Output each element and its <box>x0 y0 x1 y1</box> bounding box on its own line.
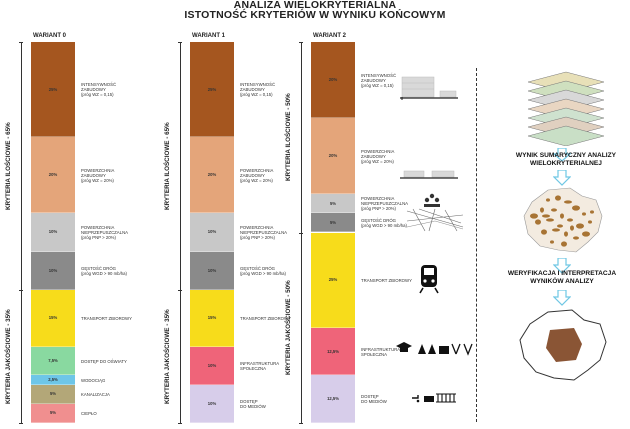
criterion-label: INTENSYWNOŚĆ ZABUDOWY (próg WZ = 0,15) <box>81 82 117 98</box>
axis-tick <box>178 290 182 291</box>
map-patch <box>560 213 564 218</box>
criterion-label: INFRASTRUKTURA SPOŁECZNA <box>240 360 280 371</box>
criterion-label: TRANSPORT ZBIOROWY <box>240 315 291 321</box>
map-patch <box>588 220 592 223</box>
criterion-segment: 20% <box>31 137 75 213</box>
map-patch <box>573 236 579 239</box>
map-patch <box>542 214 550 217</box>
criterion-label: INFRASTRUKTURA SPOŁECZNA <box>361 346 401 357</box>
criterion-segment: 25% <box>31 42 75 137</box>
map-patch <box>582 212 586 215</box>
criterion-segment: 12,5% <box>311 375 355 423</box>
criterion-label: CIEPŁO <box>81 410 97 416</box>
criterion-label: GĘSTOŚĆ DRÓG (próg WGD > 90 mb/ha) <box>81 265 127 276</box>
verification-title: WERYFIKACJA I INTERPRETACJA WYNIKÓW ANALIZY <box>507 270 617 285</box>
axis-tick <box>19 423 23 424</box>
summary-map <box>518 186 608 256</box>
criterion-segment: 20% <box>190 137 234 213</box>
axis-tick <box>299 42 303 43</box>
criterion-segment: 10% <box>190 252 234 290</box>
axis-tick <box>19 290 23 291</box>
criterion-segment: 5% <box>31 404 75 423</box>
qualitative-criteria-label: KRYTERIA JAKOŚCIOWE - 50% <box>285 280 292 376</box>
map-patch <box>535 219 541 224</box>
map-patch <box>567 218 573 221</box>
variant-title: WARIANT 1 <box>192 33 225 39</box>
axis-tick <box>19 42 23 43</box>
map-patch <box>576 223 584 228</box>
criterion-segment: 20% <box>311 118 355 194</box>
map-patch <box>561 241 567 246</box>
criterion-label: GĘSTOŚĆ DRÓG (próg WGD > 90 mb/ha) <box>240 265 286 276</box>
criterion-label: INTENSYWNOŚĆ ZABUDOWY (próg WZ = 0,15) <box>240 82 276 98</box>
map-patch <box>541 229 547 234</box>
criterion-segment: 25% <box>190 42 234 137</box>
criterion-label: DOSTĘP DO OŚWIATY <box>81 358 127 364</box>
criterion-segment: 15% <box>31 290 75 347</box>
diagram-title-line-1: ANALIZA WIELOKRYTERIALNA <box>233 0 397 11</box>
variant-title: WARIANT 2 <box>313 33 346 39</box>
qualitative-criteria-label: KRYTERIA JAKOŚCIOWE - 35% <box>5 309 12 404</box>
criterion-label: KANALIZACJA <box>81 391 110 397</box>
map-patch <box>540 207 544 212</box>
social-infrastructure-icons <box>394 340 474 356</box>
arrow-to-verify-map <box>553 290 571 306</box>
quantitative-criteria-label: KRYTERIA ILOŚCIOWE - 50% <box>285 93 292 182</box>
criterion-label: INTENSYWNOŚĆ ZABUDOWY (próg WZ = 0,15) <box>361 72 397 88</box>
criterion-segment: 10% <box>190 213 234 251</box>
criterion-label: POWIERZCHNIA ZABUDOWY (próg WZ = 20%) <box>81 167 115 183</box>
map-patch <box>590 210 594 213</box>
quantitative-criteria-label: KRYTERIA ILOŚCIOWE - 65% <box>5 122 12 210</box>
qualitative-criteria-label: KRYTERIA JAKOŚCIOWE - 35% <box>164 309 171 404</box>
criterion-segment: 5% <box>311 194 355 213</box>
criterion-segment: 10% <box>190 347 234 385</box>
criterion-segment: 5% <box>31 385 75 404</box>
variant-bar <box>311 42 355 423</box>
criteria-axis <box>180 42 181 423</box>
building-area-icon <box>398 165 460 181</box>
map-patch <box>582 231 590 236</box>
criterion-label: POWIERZCHNIA ZABUDOWY (próg WZ = 20%) <box>240 167 274 183</box>
layered-maps-icon <box>524 68 608 146</box>
criterion-label: POWIERZCHNIA NIEPRZEPUSZCZALNA (próg PNP > 20%) <box>361 196 409 212</box>
axis-tick <box>299 423 303 424</box>
criterion-segment: 7,5% <box>31 347 75 376</box>
media-access-icons <box>410 392 464 404</box>
criterion-segment: 10% <box>190 385 234 423</box>
map-patch <box>564 200 572 203</box>
criterion-label: POWIERZCHNIA NIEPRZEPUSZCZALNA (próg PNP > 20%) <box>240 225 288 240</box>
section-divider <box>476 68 477 422</box>
criterion-label: DOSTĘP DO MEDIÓW <box>361 394 387 405</box>
map-patch <box>570 225 574 230</box>
criterion-label: WODOCIĄG <box>81 377 106 383</box>
criterion-label: DOSTĘP DO MEDIÓW <box>240 398 266 409</box>
map-patch <box>550 240 554 243</box>
variant-bar <box>190 42 234 423</box>
building-intensity-icon <box>398 75 460 101</box>
axis-tick <box>178 42 182 43</box>
criterion-label: TRANSPORT ZBIOROWY <box>361 277 412 283</box>
map-patch <box>546 198 550 201</box>
criteria-axis <box>21 42 22 423</box>
criterion-segment: 12,5% <box>311 328 355 376</box>
variant-title: WARIANT 0 <box>33 33 66 39</box>
diagram-title-line-2: ISTOTNOŚĆ KRYTERIÓW W WYNIKU KOŃCOWYM <box>184 9 446 21</box>
arrow-to-summary-map <box>553 170 571 186</box>
map-patch <box>552 228 560 231</box>
train-icon <box>418 264 440 294</box>
verification-map <box>516 308 610 384</box>
map-patch <box>546 218 554 221</box>
criterion-segment: 5% <box>311 213 355 232</box>
criterion-segment: 10% <box>31 252 75 290</box>
criterion-segment: 2,5% <box>31 375 75 385</box>
criterion-label: GĘSTOŚĆ DRÓG (próg WGD > 90 mb/ha) <box>361 217 407 228</box>
variant-bar <box>31 42 75 423</box>
criterion-segment: 20% <box>311 42 355 118</box>
map-patch <box>564 231 568 236</box>
criterion-segment: 15% <box>190 290 234 347</box>
axis-tick <box>299 233 303 234</box>
axis-tick <box>178 423 182 424</box>
map-patch <box>572 205 580 210</box>
criterion-label: POWIERZCHNIA ZABUDOWY (próg WZ = 20%) <box>361 148 395 164</box>
criterion-label: POWIERZCHNIA NIEPRZEPUSZCZALNA (próg PNP > 20%) <box>81 225 129 240</box>
quantitative-criteria-label: KRYTERIA ILOŚCIOWE - 65% <box>164 122 171 210</box>
criterion-segment: 10% <box>31 213 75 251</box>
map-patch <box>530 213 538 218</box>
criterion-label: TRANSPORT ZBIOROWY <box>81 315 132 321</box>
map-patch <box>557 224 563 227</box>
map-patch <box>555 195 561 200</box>
summary-result-title: WYNIK SUMARYCZNY ANALIZY WIELOKRYTERIALNEJ <box>515 152 617 167</box>
road-density-icon <box>405 207 465 233</box>
map-patch <box>551 208 557 211</box>
criterion-segment: 25% <box>311 233 355 328</box>
